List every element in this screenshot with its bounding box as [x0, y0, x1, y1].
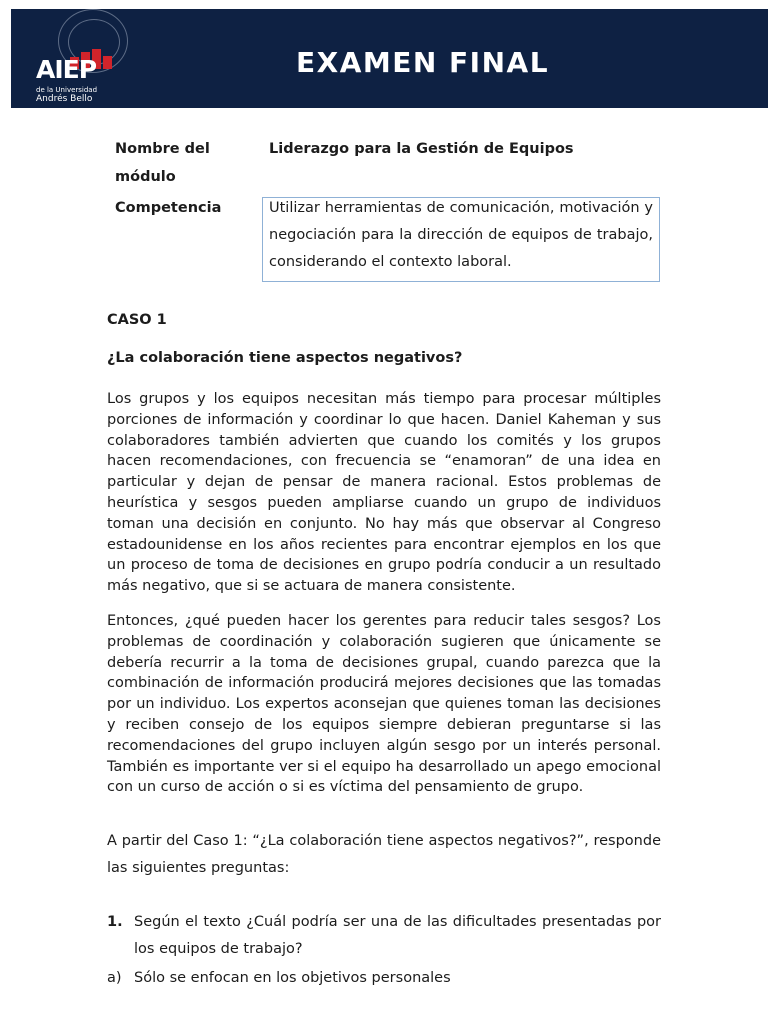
- page-title: EXAMEN FINAL: [296, 46, 550, 79]
- case-question-title: ¿La colaboración tiene aspectos negativos?: [107, 350, 463, 366]
- module-name-value: Liderazgo para la Gestión de Equipos: [269, 141, 574, 157]
- header-banner: [11, 9, 768, 108]
- module-name-label-line1: Nombre del: [115, 141, 210, 157]
- logo-subtitle-line1: de la Universidad: [36, 86, 98, 94]
- option-letter: a): [107, 970, 122, 986]
- option-text[interactable]: Sólo se enfocan en los objetivos personales: [134, 970, 451, 986]
- case-paragraph-2: Entonces, ¿qué pueden hacer los gerentes para reducir tales sesgos? Los problemas de coordinación y colaboración sugieren que únicamente se debería recurrir a la toma de decisiones grupal, cuando parezca que la combinación de información producirá mejores decisiones que las tomadas por un individuo. Los expertos aconsejan que quienes toman las decisiones y reciben consejo de los equipos siempre debieran preguntarse si las recomendaciones del grupo incluyen algún sesgo por un interés personal. También es importante ver si el equipo ha desarrollado un apego emocional con un curso de acción o si es víctima del pensamiento de grupo.: [107, 613, 661, 796]
- module-name-label-line2: módulo: [115, 169, 176, 185]
- aiep-logo: [35, 9, 117, 108]
- competence-label: Competencia: [115, 200, 222, 216]
- logo-subtitle-line2: Andrés Bello: [36, 94, 93, 104]
- case-instruction: A partir del Caso 1: “¿La colaboración tiene aspectos negativos?”, responde las siguientes preguntas:: [107, 833, 661, 876]
- case-heading: CASO 1: [107, 312, 167, 328]
- logo-brand-text: AIEP: [36, 55, 97, 84]
- question-number: 1.: [107, 914, 123, 930]
- question-text: Según el texto ¿Cuál podría ser una de las dificultades presentadas por los equipos de trabajo?: [134, 914, 661, 957]
- competence-value: Utilizar herramientas de comunicación, motivación y negociación para la dirección de equipos de trabajo, considerando el contexto laboral.: [269, 200, 653, 270]
- case-paragraph-1: Los grupos y los equipos necesitan más tiempo para procesar múltiples porciones de información y coordinar lo que hacen. Daniel Kaheman y sus colaboradores también advierten que cuando los comités y los grupos hacen recomendaciones, con frecuencia se “enamoran” de una idea en particular y dejan de pensar de manera racional. Estos problemas de heurística y sesgos pueden ampliarse cuando un grupo de individuos toman una decisión en conjunto. No hay más que observar al Congreso estadounidense en los años recientes para encontrar ejemplos en los que un proceso de toma de decisiones en grupo podría conducir a un resultado más negativo, que si se actuara de manera consistente.: [107, 391, 661, 595]
